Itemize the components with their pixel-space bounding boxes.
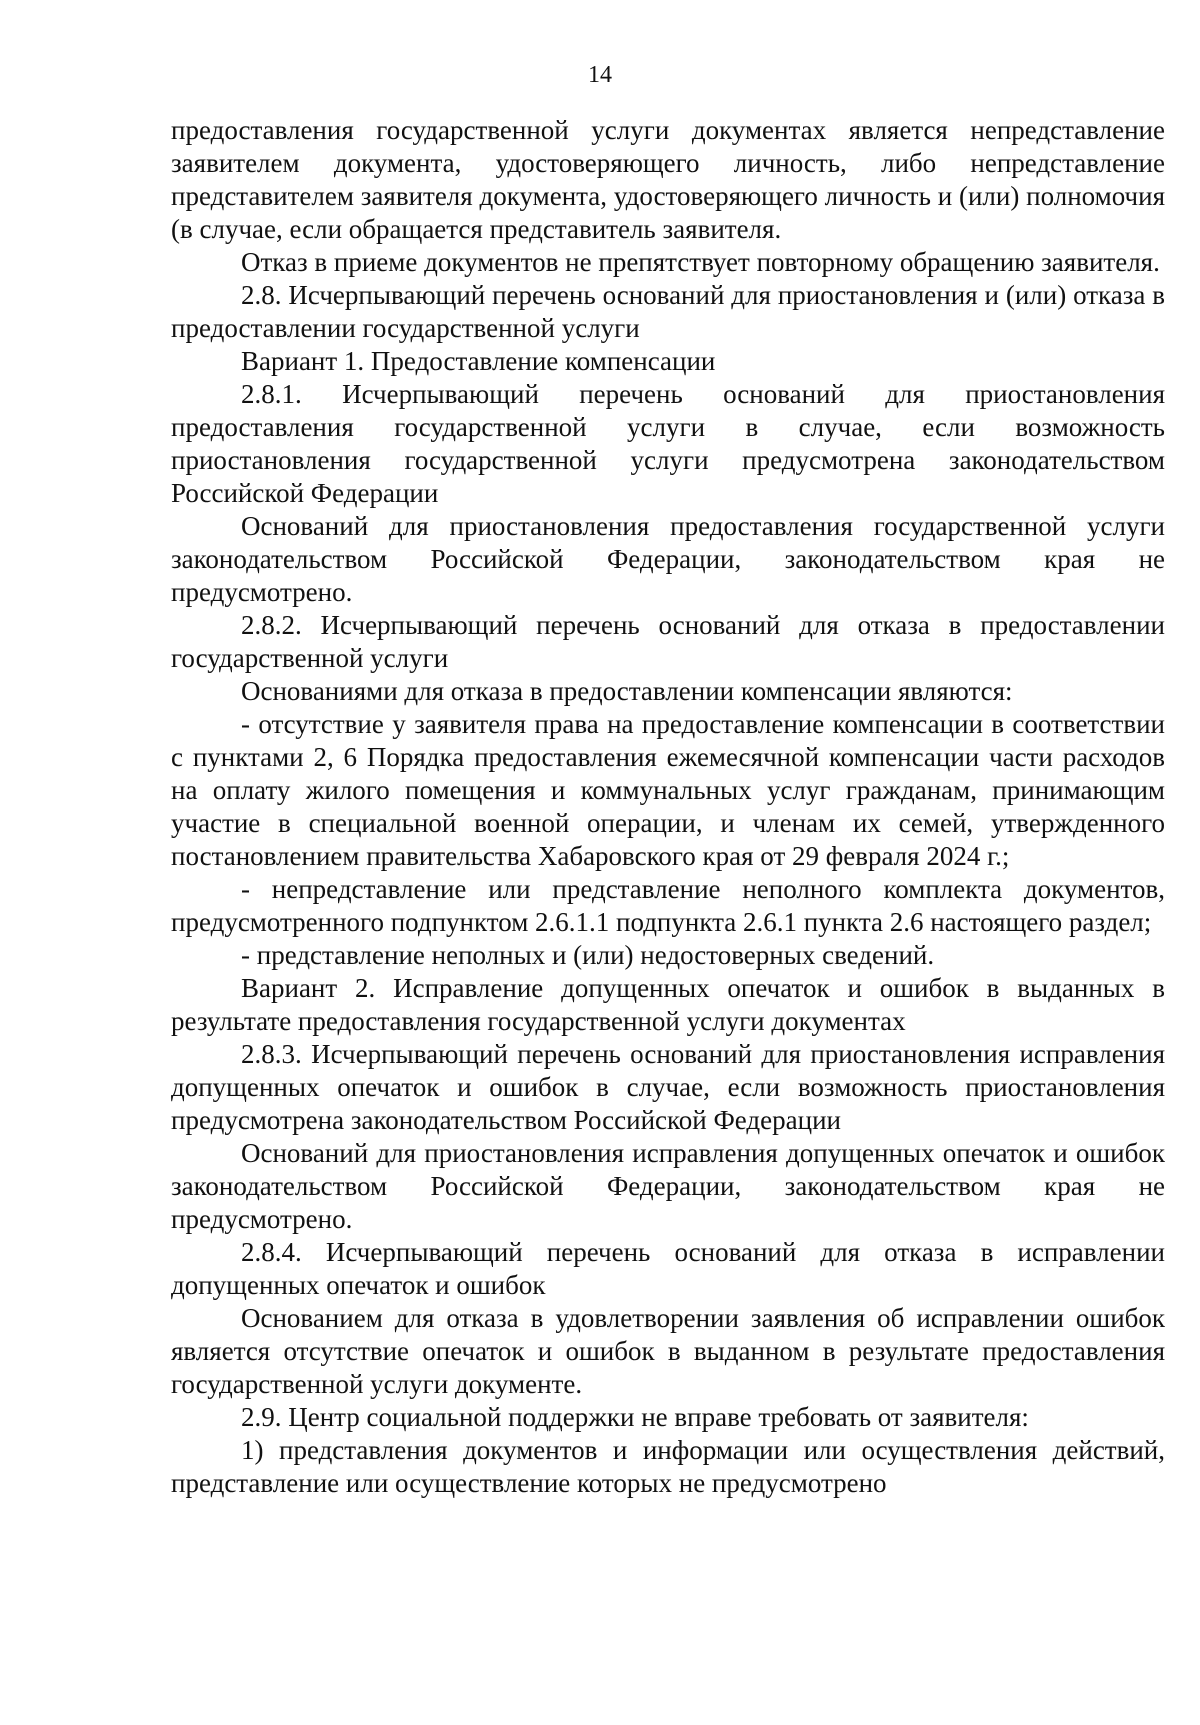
subsection-heading: 2.8.2. Исчерпывающий перечень оснований для отказа в предоставлении государственной услуги	[171, 610, 1165, 673]
variant-heading: Вариант 2. Исправление допущенных опечаток и ошибок в выданных в результате предоставления государственной услуги документах	[171, 973, 1165, 1036]
list-item: - отсутствие у заявителя права на предоставление компенсации в соответствии с пунктами 2, 6 Порядка предоставления ежемесячной компенсации части расходов на оплату жилого помещения и коммунальных услуг гражданам, принимающим участие в специальной военной операции, и членам их семей, утвержденного постановлением правительства Хабаровского края от 29 февраля 2024 г.;	[171, 709, 1165, 871]
subsection-heading: 2.8.4. Исчерпывающий перечень оснований для отказа в исправлении допущенных опечаток и ошибок	[171, 1237, 1165, 1300]
page-number: 14	[588, 62, 612, 88]
list-item: 1) представления документов и информации или осуществления действий, представление или осуществление которых не предусмотрено	[171, 1435, 1165, 1498]
paragraph: Отказ в приеме документов не препятствует повторному обращению заявителя.	[241, 247, 1160, 277]
list-item: - представление неполных и (или) недостоверных сведений.	[241, 940, 935, 970]
subsection-heading: 2.8.3. Исчерпывающий перечень оснований для приостановления исправления допущенных опечаток и ошибок в случае, если возможность приостановления предусмотрена законодательством Российской Федерации	[171, 1039, 1165, 1135]
paragraph: Оснований для приостановления предоставления государственной услуги законодательством Российской Федерации, законодательством края не предусмотрено.	[171, 511, 1165, 607]
variant-heading: Вариант 1. Предоставление компенсации	[241, 346, 716, 376]
subsection-heading: 2.8.1. Исчерпывающий перечень оснований для приостановления предоставления государственной услуги в случае, если возможность приостановления государственной услуги предусмотрена законодательством Российской Федерации	[171, 379, 1165, 508]
paragraph: Основанием для отказа в удовлетворении заявления об исправлении ошибок является отсутствие опечаток и ошибок в выданном в результате предоставления государственной услуги документе.	[171, 1303, 1165, 1399]
paragraph: Оснований для приостановления исправления допущенных опечаток и ошибок законодательством Российской Федерации, законодательством края не предусмотрено.	[171, 1138, 1165, 1234]
section-heading: 2.9. Центр социальной поддержки не вправе требовать от заявителя:	[241, 1402, 1029, 1432]
list-item: - непредставление или представление неполного комплекта документов, предусмотренного подпунктом 2.6.1.1 подпункта 2.6.1 пункта 2.6 настоящего раздел;	[171, 874, 1165, 937]
paragraph: Основаниями для отказа в предоставлении компенсации являются:	[241, 676, 1013, 706]
section-heading: 2.8. Исчерпывающий перечень оснований для приостановления и (или) отказа в предоставлении государственной услуги	[171, 280, 1165, 343]
paragraph: предоставления государственной услуги документах является непредставление заявителем документа, удостоверяющего личность, либо непредставление представителем заявителя документа, удостоверяющего личность и (или) полномочия (в случае, если обращается представитель заявителя.	[171, 115, 1165, 244]
document-body	[171, 114, 1165, 1500]
